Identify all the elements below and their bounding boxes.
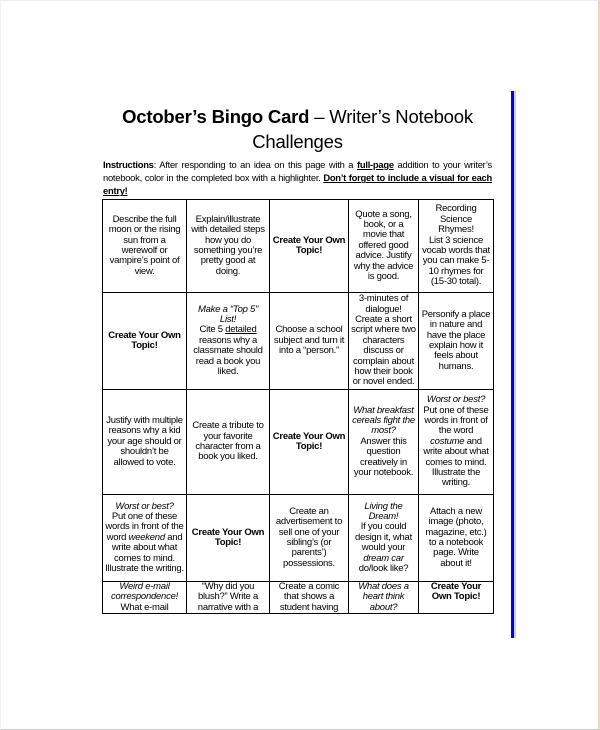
bingo-cell — [419, 495, 494, 582]
bingo-cell-text: Create a tribute to your favorite character from a book you liked. — [192, 420, 264, 463]
bingo-cell-text: Explain/illustrate with detailed steps how you do something you’re pretty good at doing. — [191, 213, 265, 277]
bingo-cell — [187, 495, 270, 582]
bingo-cell-text: 3-minutes of dialogue! Create a short script where two characters discuss or complain about how their book or novel ended. — [351, 293, 416, 388]
page-break-indicator — [511, 91, 514, 638]
bingo-cell-text: Create Your Own Topic! — [108, 329, 181, 351]
bingo-cell-text: Choose a school subject and turn it into a “person.” — [273, 324, 345, 357]
bingo-cell — [187, 293, 270, 390]
bingo-cell — [187, 582, 270, 614]
bingo-cell — [187, 390, 270, 495]
bingo-cell-text: Living the Dream! If you could design it, what would your dream car do/look like? — [355, 500, 412, 575]
bingo-cell-text: Create Your Own Topic! — [272, 430, 346, 452]
bingo-cell-text: Create Your Own Topic! — [430, 582, 482, 603]
bingo-cell-text: Quote a song, book, or a movie that offered good advice. Justify why the advice is good. — [353, 208, 414, 283]
bingo-cell — [103, 582, 187, 614]
bingo-cell — [103, 495, 187, 582]
bingo-cell-text: “Why did you blush?” Write a narrative with a — [197, 582, 259, 613]
bingo-cell — [187, 200, 270, 293]
table-row — [103, 390, 494, 495]
bingo-cell — [103, 390, 187, 495]
bingo-cell — [349, 293, 419, 390]
bingo-cell-text: Weird e-mail correspondence! What e-mail — [110, 582, 179, 613]
bingo-cell-text: Worst or best? Put one of these words in front of the word weekend and write about what comes to mind. Illustrate the writing. — [105, 500, 184, 575]
bingo-cell — [349, 200, 419, 293]
bingo-cell — [270, 293, 349, 390]
bingo-cell — [270, 390, 349, 495]
bingo-cell-text: Worst or best? Put one of these words in front of the word costume and write about what comes to mind. Illustrate the writing. — [423, 394, 489, 489]
bingo-cell — [349, 582, 419, 614]
bingo-cell-text: Create a comic that shows a student having — [278, 582, 340, 613]
table-row — [103, 582, 494, 614]
bingo-cell-text: Make a “Top 5” List! Cite 5 detailed reasons why a classmate should read a book you liked. — [193, 303, 263, 378]
table-row — [103, 495, 494, 582]
bingo-table-body — [103, 200, 494, 614]
bingo-cell-text: Create an advertisement to sell one of your sibling’s (or parents’) possessions. — [275, 505, 343, 569]
instructions: Instructions: After responding to an idea on this page with a full-page addition to your writer’s notebook, color in the completed box with a highlighter. Don’t forget to include a visual for each entry! — [103, 159, 492, 197]
bingo-table — [102, 199, 494, 614]
bingo-cell — [349, 390, 419, 495]
bingo-cell — [349, 495, 419, 582]
bingo-cell — [419, 582, 494, 614]
document-title: October’s Bingo Card – Writer’s Notebook Challenges — [122, 106, 473, 152]
bingo-cell-text: Personify a place in nature and have the place explain how it feels about humans. — [421, 308, 491, 372]
bingo-cell — [270, 495, 349, 582]
bingo-cell — [103, 200, 187, 293]
bingo-cell-text: Justify with multiple reasons why a kid your age should or shouldn’t be allowed to vote. — [106, 414, 183, 468]
table-row — [103, 293, 494, 390]
bingo-cell-text: Recording Science Rhymes! List 3 science vocab words that you can make 5-10 rhymes for (15-30 total). — [422, 203, 490, 288]
bingo-cell — [419, 200, 494, 293]
bingo-cell — [270, 582, 349, 614]
bingo-cell — [419, 293, 494, 390]
bingo-cell-text: Attach a new image (photo, magazine, etc.) to a notebook page. Write about it! — [425, 505, 487, 569]
table-row — [103, 200, 494, 293]
bingo-cell-text: What breakfast cereals fight the most? Answer this question creatively in your notebook. — [352, 404, 415, 479]
bingo-cell-text: Create Your Own Topic! — [191, 526, 265, 548]
bingo-cell — [103, 293, 187, 390]
bingo-cell-text: What does a heart think about? — [358, 582, 409, 613]
bingo-cell — [419, 390, 494, 495]
bingo-cell-text: Create Your Own Topic! — [272, 234, 346, 256]
bingo-cell-text: Describe the full moon or the rising sun from a werewolf or vampire’s point of view. — [108, 213, 181, 277]
bingo-cell — [270, 200, 349, 293]
